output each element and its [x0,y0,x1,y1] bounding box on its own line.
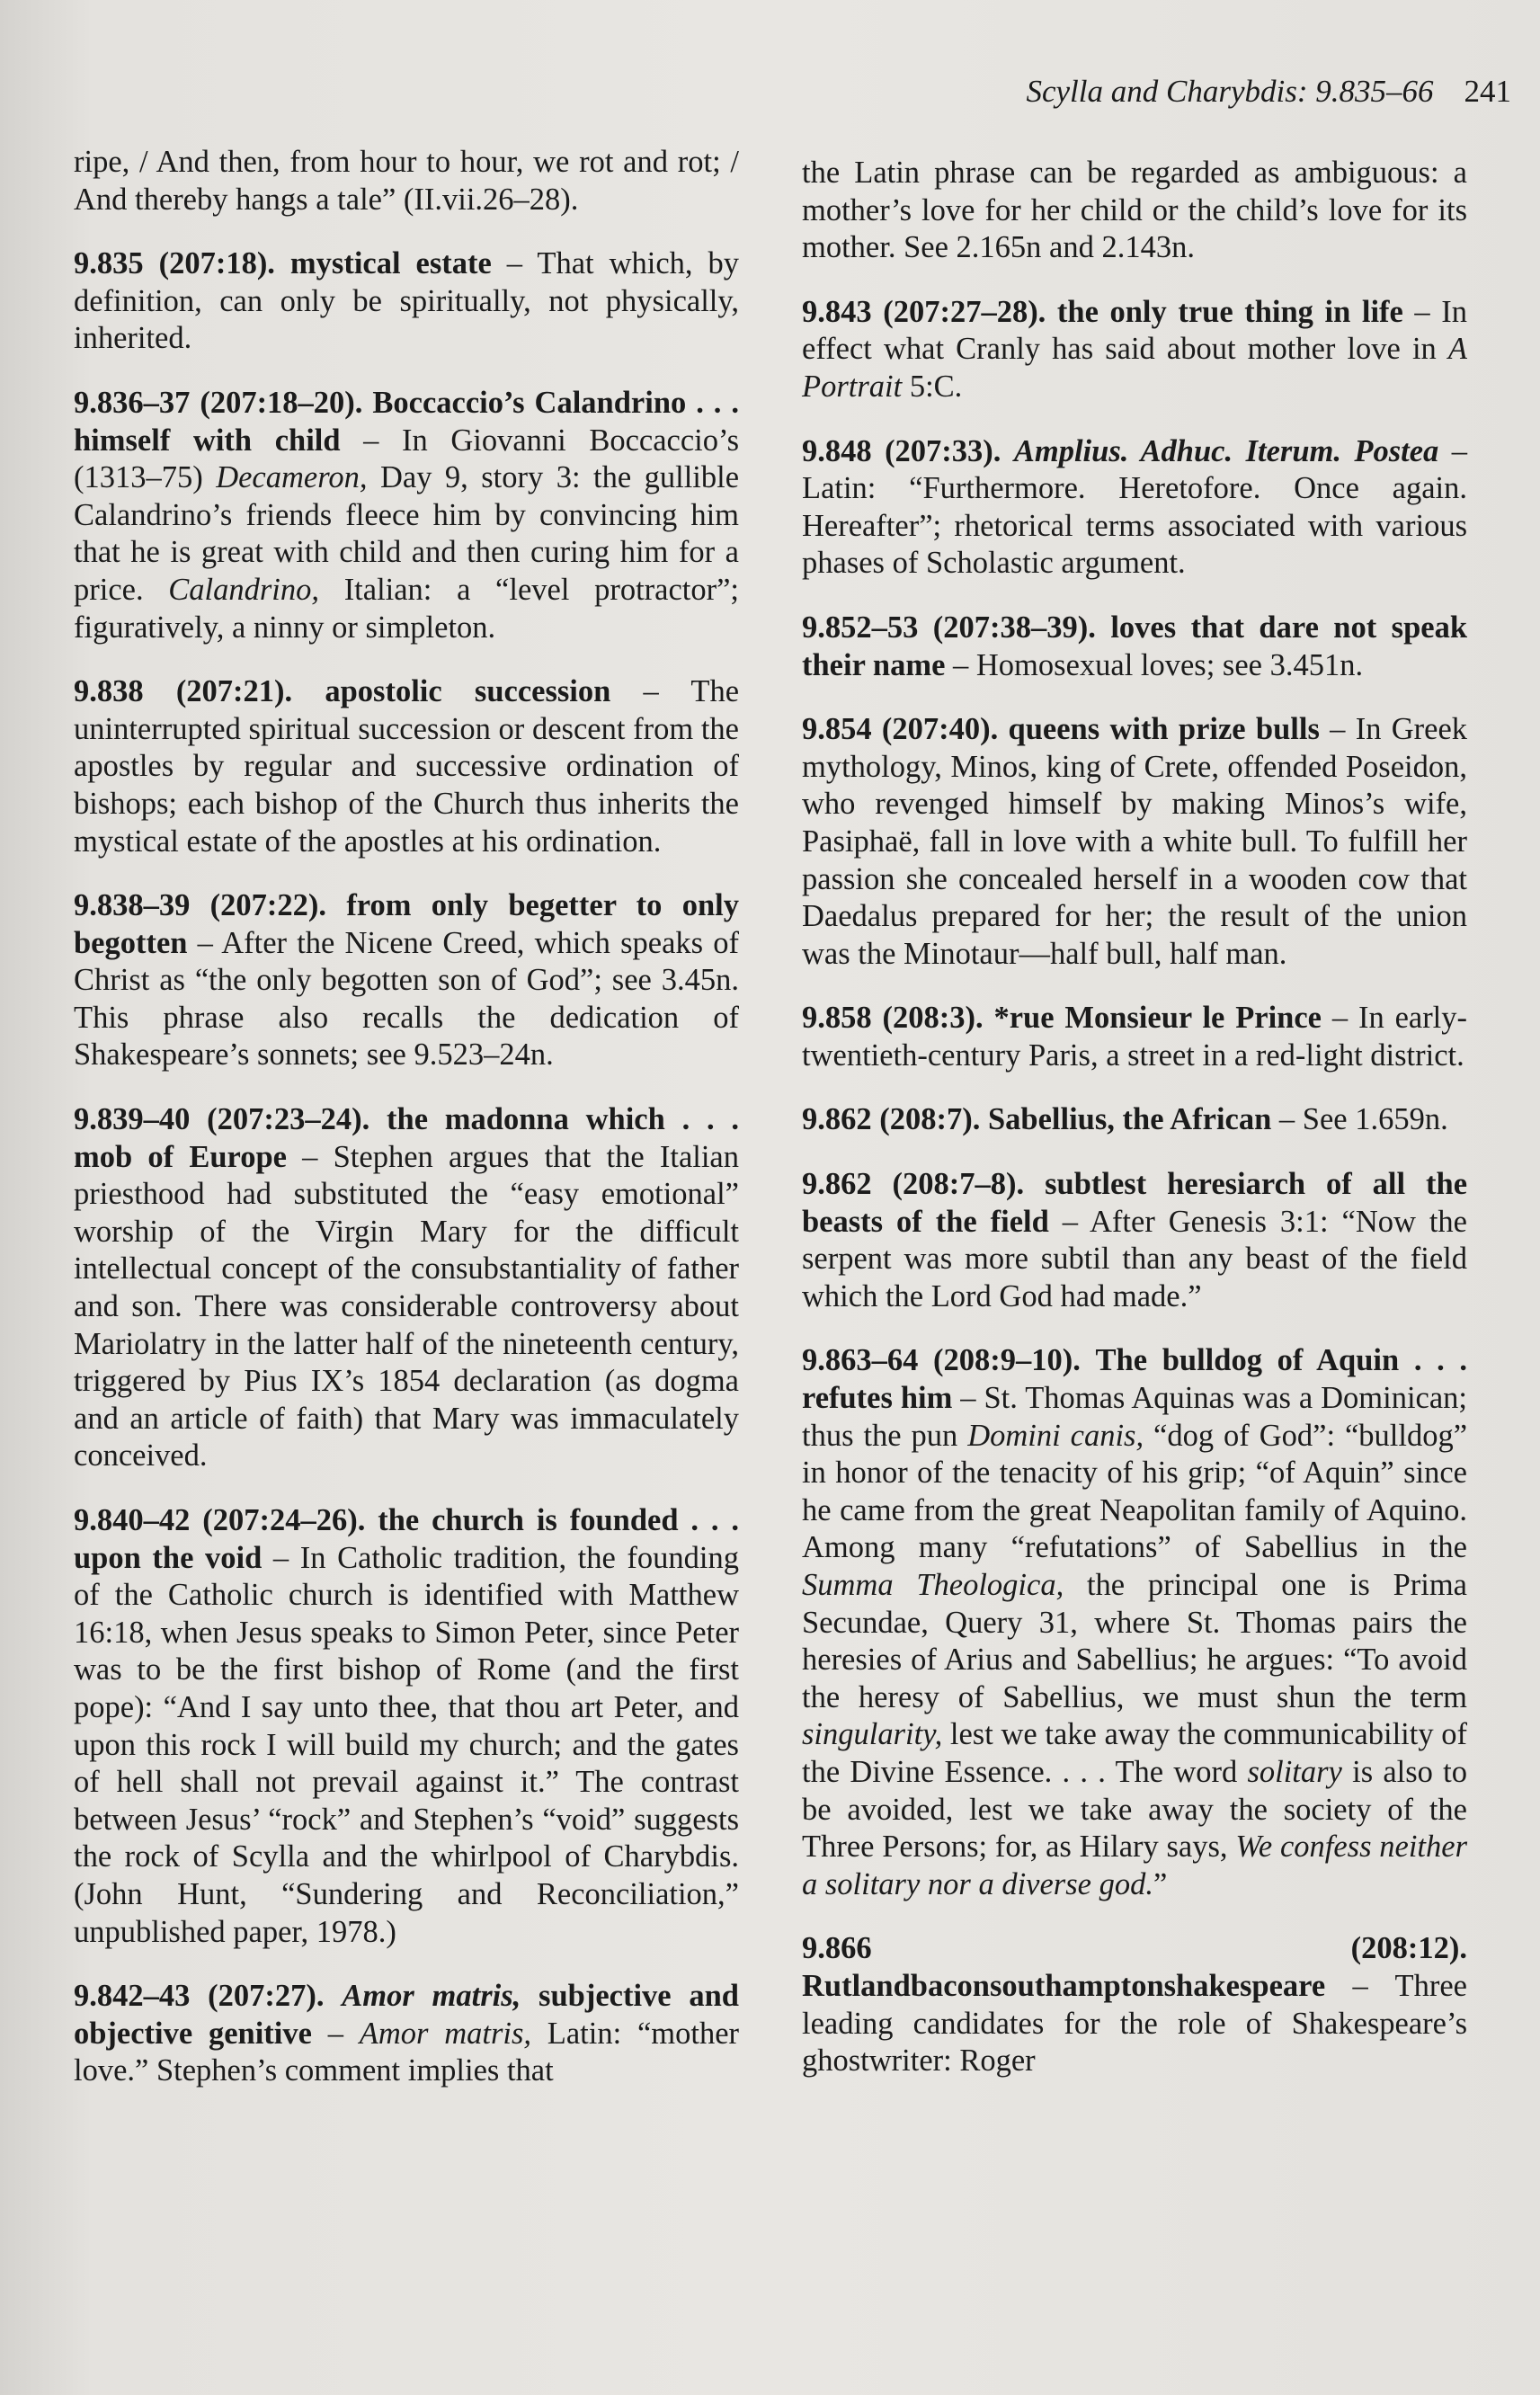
entry-gloss: is also to be avoided, lest we take away the society of the Three Persons; for, as Hilary says, [802,1754,1467,1865]
entry-reference: 9.839–40 (207:23–24). [74,1102,370,1137]
entry-gloss-italic: solitary [1247,1754,1342,1789]
entry-gloss-italic: Calandrino, [168,572,319,607]
entry-gloss-italic: Summa Theologica, [802,1568,1064,1602]
annotation-entry: 9.835 (207:18). mystical estate – That which, by definition, can only be spiritually, not physically, inherited. [74,246,739,356]
entry-gloss-italic: Decameron, [216,460,368,495]
running-title: Scylla and Charybdis: 9.835–66 [1026,74,1434,109]
entry-lemma: queens with prize bulls [1008,712,1320,747]
entry-reference: 9.866 (208:12). [802,1931,1467,1966]
entry-gloss: After the Nicene Creed, which speaks of Christ as “the only begotten son of God”; see 3.45n. This phrase also recalls the dedication of Shakespeare’s sonnets; see 9.523–24n. [74,925,739,1073]
entry-lemma-italic: Amor matris, [342,1979,521,2014]
entry-lemma: The bulldog of Aquin . . . refutes him [802,1343,1468,1416]
continuation-text: the Latin phrase can be regarded as ambiguous: a mother’s love for her child or the child’s love for its mother. See 2.165n and 2.143n. [802,156,1467,265]
entry-gloss: ” [1153,1866,1168,1901]
entry-gloss: In Catholic tradition, the founding of the Catholic church is identified with Matthew 16:18, when Jesus speaks to Simon Peter, since Peter was to be the first bishop of Rome (and the first pope): “And I say unto thee, that thou art Peter, and upon this rock I will build my church; and the gates of hell shall not prevail against it.” The contrast between Jesus’ “rock” and Stephen’s “void” suggests the rock of Scylla and the whirlpool of Charybdis. (John Hunt, “Sundering and Reconciliation,” unpublished paper, 1978.) [74,1540,740,1949]
entry-gloss: St. Thomas Aquinas was a Dominican; thus the pun [802,1381,1468,1453]
annotation-entry: 9.838 (207:21). apostolic succession – The uninterrupted spiritual succession or descent from the apostles by regular and successive ordination of bishops; each bishop of the Church thus inherits the mystical estate of the apostles at his ordination. [74,674,740,859]
entry-gloss: lest we take away the communicability of the Divine Essence. . . . The word [802,1717,1467,1789]
entry-gloss: Italian: a “level protractor”; figuratively, a ninny or simpleton. [74,572,740,645]
annotation-entry: 9.862 (208:7–8). subtlest heresiarch of all the beasts of the field – After Genesis 3:1: “Now the serpent was more subtil than any beast of the field which the Lord God had made.” [802,1167,1468,1313]
annotation-entry: 9.862 (208:7). Sabellius, the African – See 1.659n. [802,1102,1448,1137]
entry-lemma: from only begetter to only begotten [74,888,739,960]
entry-reference: 9.852–53 (207:38–39). [802,610,1096,645]
entry-lemma: Boccaccio’s Calandrino . . . himself with child [74,385,739,458]
entry-reference: 9.842–43 (207:27). [74,1979,325,2014]
annotation-entry: 9.836–37 (207:18–20). Boccaccio’s Calandrino . . . himself with child – In Giovanni Boccaccio’s (1313–75) Decameron, Day 9, story 3: the gullible Calandrino’s friends fleece him by convincing him that he is great with child and then curing him for a price. Calandrino, Italian: a “level protractor”; figuratively, a ninny or simpleton. [74,385,740,645]
entry-reference: 9.848 (207:33). [802,433,1001,468]
entry-reference: 9.843 (207:27–28). [802,294,1046,329]
entry-lemma: the only true thing in life [1056,294,1403,329]
entry-gloss: Day 9, story 3: the gullible Calandrino’s friends fleece him by convincing him that he is great with child and then curing him for a price. [74,460,740,607]
left-column [74,144,739,2117]
entry-reference: 9.862 (208:7). [802,1102,981,1137]
entry-gloss: Latin: “mother love.” Stephen’s comment implies that [74,2016,739,2088]
entry-reference: 9.838–39 (207:22). [74,888,327,923]
entry-gloss: In Greek mythology, Minos, king of Crete, offended Poseidon, who revenged himself by making Minos’s wife, Pasiphaë, fall in love with a white bull. To fulfill her passion she concealed herself in a wooden cow that Daedalus prepared for her; the result of the union was the Minotaur—half bull, half man. [802,712,1468,971]
annotation-entry: 9.863–64 (208:9–10). The bulldog of Aquin . . . refutes him – St. Thomas Aquinas was a Dominican; thus the pun Domini canis, “dog of God”: “bulldog” in honor of the tenacity of his grip; “of Aquin” since he came from the great Neapolitan family of Aquino. Among many “refutations” of Sabellius in the Summa Theologica, the principal one is Prima Secundae, Query 31, where St. Thomas pairs the heresies of Arius and Sabellius; he argues: “To avoid the heresy of Sabellius, we must shun the term singularity, lest we take away the communicability of the Divine Essence. . . . The word solitary is also to be avoided, lest we take away the society of the Three Persons; for, as Hilary says, We confess neither a solitary nor a diverse god.” [802,1343,1468,1901]
entry-gloss: 5:C. [909,369,963,404]
entry-reference: 9.858 (208:3). [802,1001,984,1036]
entry-reference: 9.835 (207:18). [74,246,275,281]
continuation-text: ripe, / And then, from hour to hour, we rot and rot; / And thereby hangs a tale” (II.vii.26–28). [74,145,739,217]
entry-gloss: the principal one is Prima Secundae, Query 31, where St. Thomas pairs the heresies of Arius and Sabellius; he argues: “To avoid the heresy of Sabellius, we must shun the term [802,1568,1467,1714]
entry-lemma: *rue Monsieur le Prince [993,1001,1322,1036]
page-number: 241 [1464,74,1511,109]
entry-gloss: In Giovanni Boccaccio’s (1313–75) [74,423,740,495]
entry-lemma: Sabellius, the African [987,1102,1272,1137]
entry-lemma: loves that dare not speak their name [802,610,1468,682]
entry-lemma: Rutlandbaconsouthamptonshakespeare [802,1968,1326,2003]
entry-reference: 9.838 (207:21). [74,674,293,709]
annotation-entry: 9.840–42 (207:24–26). the church is founded . . . upon the void – In Catholic tradition, the founding of the Catholic church is identified with Matthew 16:18, when Jesus speaks to Simon Peter, since Peter was to be the first bishop of Rome (and the first pope): “And I say unto thee, that thou art Peter, and upon this rock I will build my church; and the gates of hell shall not prevail against it.” The contrast between Jesus’ “rock” and Stephen’s “void” suggests the rock of Scylla and the whirlpool of Charybdis. (John Hunt, “Sundering and Reconciliation,” unpublished paper, 1978.) [74,1503,740,1949]
annotation-entry: 9.848 (207:33). Amplius. Adhuc. Iterum. Postea – Latin: “Furthermore. Heretofore. Once again. Hereafter”; rhetorical terms associated with various phases of Scholastic argument. [802,433,1468,581]
annotation-entry: 9.843 (207:27–28). the only true thing in life – In effect what Cranly has said about mother love in A Portrait 5:C. [802,294,1468,404]
entry-reference: 9.854 (207:40). [802,712,999,747]
entry-lemma-italic: Amplius. Adhuc. Iterum. Postea [1013,433,1439,468]
entry-gloss-italic: We confess neither a solitary nor a diverse god. [802,1830,1467,1901]
entry-gloss: Homosexual loves; see 3.451n. [975,647,1364,682]
entry-gloss-italic: Amor matris, [359,2016,532,2051]
annotation-entry: 9.852–53 (207:38–39). loves that dare not speak their name – Homosexual loves; see 3.451n. [802,610,1468,682]
entry-lemma: subjective and objective genitive [74,1979,739,2051]
annotation-entry: 9.854 (207:40). queens with prize bulls – In Greek mythology, Minos, king of Crete, offended Poseidon, who revenged himself by making Minos’s wife, Pasiphaë, fall in love with a white bull. To fulfill her passion she concealed herself in a wooden cow that Daedalus prepared for her; the result of the union was the Minotaur—half bull, half man. [802,712,1468,971]
entry-gloss: “dog of God”: “bulldog” in honor of the tenacity of his grip; “of Aquin” since he came from the great Neapolitan family of Aquino. Among many “refutations” of Sabellius in the [802,1418,1468,1565]
entry-lemma: apostolic succession [325,674,611,709]
entry-gloss-italic: singularity, [802,1717,943,1752]
entry-reference: 9.840–42 (207:24–26). [74,1503,366,1537]
entry-gloss-italic: Domini canis, [967,1418,1144,1453]
entry-reference: 9.836–37 (207:18–20). [74,385,363,420]
running-header [1026,74,1511,110]
annotation-entry: 9.839–40 (207:23–24). the madonna which . . . mob of Europe – Stephen argues that the Italian priesthood had substituted the “easy emotional” worship of the Virgin Mary for the difficult intellectual concept of the consubstantiality of father and son. There was considerable controversy about Mariolatry in the latter half of the nineteenth century, triggered by Pius IX’s 1854 declaration (as dogma and an article of faith) that Mary was immaculately conceived. [74,1102,740,1474]
annotation-entry: 9.838–39 (207:22). from only begetter to only begotten – After the Nicene Creed, which speaks of Christ as “the only begotten son of God”; see 3.45n. This phrase also recalls the dedication of Shakespeare’s sonnets; see 9.523–24n. [74,888,739,1073]
annotation-entry: 9.842–43 (207:27). Amor matris, subjective and objective genitive – Amor matris, Latin: “mother love.” Stephen’s comment implies that [74,1979,739,2088]
entry-reference: 9.862 (208:7–8). [802,1167,1025,1202]
entry-gloss: In effect what Cranly has said about mother love in [802,294,1468,367]
entry-gloss-italic: A Portrait [802,332,1467,404]
entry-gloss: Latin: “Furthermore. Heretofore. Once again. Hereafter”; rhetorical terms associated with various phases of Scholastic argument. [802,471,1467,581]
entry-gloss: The uninterrupted spiritual succession or descent from the apostles by regular and successive ordination of bishops; each bishop of the Church thus inherits the mystical estate of the apostles at his ordination. [74,674,740,859]
entry-lemma: subtlest heresiarch of all the beasts of the field [802,1167,1468,1239]
entry-gloss: Stephen argues that the Italian priesthood had substituted the “easy emotional” worship of the Virgin Mary for the difficult intellectual concept of the consubstantiality of father and son. There was considerable controversy about Mariolatry in the latter half of the nineteenth century, triggered by Pius IX’s 1854 declaration (as dogma and an article of faith) that Mary was immaculately conceived. [74,1139,739,1474]
annotation-entry: 9.858 (208:3). *rue Monsieur le Prince – In early-twentieth-century Paris, a street in a red-light district. [802,1001,1468,1073]
entry-reference: 9.863–64 (208:9–10). [802,1343,1081,1378]
entry-gloss: After Genesis 3:1: “Now the serpent was more subtil than any beast of the field which the Lord God had made.” [802,1204,1467,1313]
entry-gloss: Three leading candidates for the role of Shakespeare’s ghostwriter: Roger [802,1968,1467,2079]
annotation-entry: 9.866 (208:12). Rutlandbaconsouthamptonshakespeare – Three leading candidates for the role of Shakespeare’s ghostwriter: Roger [802,1931,1467,2079]
entry-lemma: the church is founded . . . upon the void [74,1503,739,1575]
entry-lemma: the madonna which . . . mob of Europe [74,1102,740,1174]
entry-gloss: See 1.659n. [1302,1102,1448,1137]
entry-gloss: In early-twentieth-century Paris, a street in a red-light district. [802,1001,1468,1073]
entry-gloss: That which, by definition, can only be spiritually, not physically, inherited. [74,246,739,356]
right-column [802,155,1467,2107]
entry-lemma: mystical estate [289,246,492,281]
